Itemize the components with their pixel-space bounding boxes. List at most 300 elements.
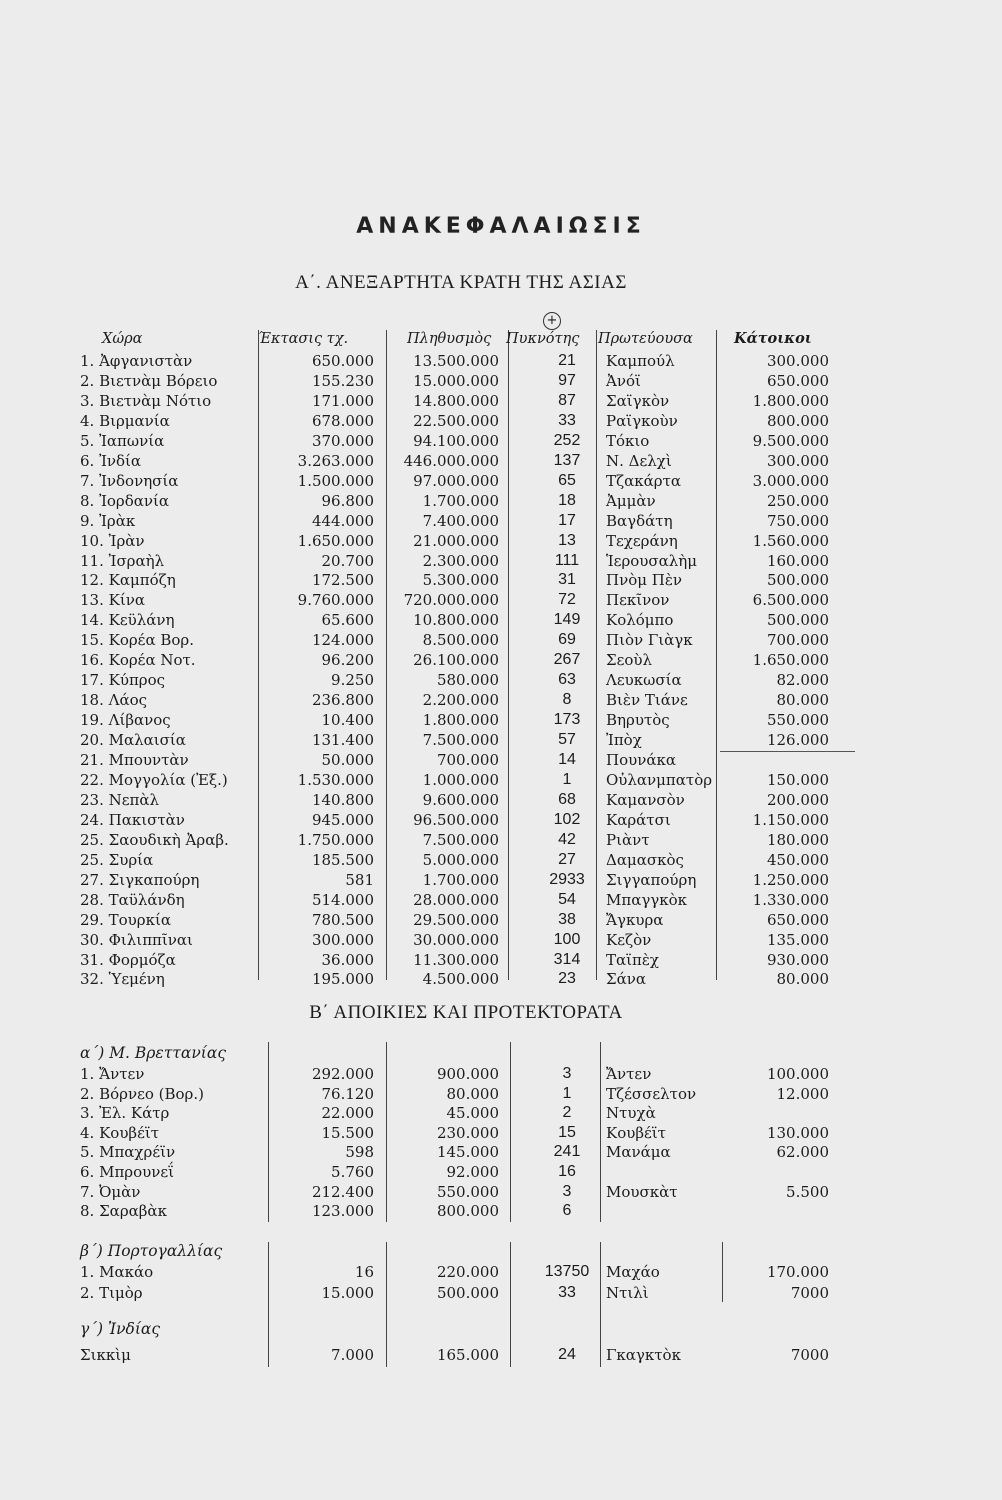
table-row — [0, 770, 1002, 790]
country-cell: 17. Κύπρος — [80, 671, 166, 690]
density-cell: 38 — [558, 910, 576, 928]
country-cell: 7. Ἰνδονησία — [80, 471, 179, 490]
area-cell: 22.000 — [321, 1104, 374, 1123]
inhabitants-cell: 500.000 — [766, 571, 829, 590]
country-cell: 22. Μογγολία (Ἐξ.) — [80, 770, 228, 789]
capital-cell: Σαϊγκὸν — [606, 391, 670, 410]
density-cell: 17 — [558, 511, 576, 529]
country-cell: Σικκὶμ — [80, 1346, 131, 1364]
area-cell: 945.000 — [311, 810, 374, 829]
density-cell: 111 — [554, 551, 580, 569]
inhabitants-cell: 126.000 — [766, 731, 829, 750]
table-row — [0, 511, 1002, 531]
inhabitants-cell: 5.500 — [786, 1182, 829, 1201]
area-cell: 300.000 — [311, 930, 374, 949]
area-cell: 514.000 — [311, 890, 374, 909]
inhabitants-cell: 800.000 — [766, 411, 829, 430]
capital-cell: Ριὰντ — [606, 830, 650, 849]
country-cell: 8. Ἰορδανία — [80, 491, 170, 510]
country-cell: 23. Νεπὰλ — [80, 790, 160, 809]
density-cell: 314 — [553, 950, 581, 968]
population-cell: 1.700.000 — [422, 870, 499, 889]
inhabitants-cell: 160.000 — [766, 551, 829, 570]
capital-cell: Καμπούλ — [606, 352, 675, 370]
density-cell: 6 — [562, 1202, 572, 1220]
population-cell: 11.300.000 — [413, 950, 499, 969]
capital-cell: Σεοὺλ — [606, 651, 653, 670]
inhabitants-cell: 1.800.000 — [752, 391, 829, 410]
area-cell: 9.760.000 — [297, 591, 374, 610]
density-cell: 1 — [562, 1084, 572, 1102]
table-row — [0, 551, 1002, 571]
capital-cell: Τζέσσελτον — [606, 1084, 697, 1103]
table-row — [0, 969, 1002, 989]
density-cell: 27 — [558, 850, 576, 868]
inhabitants-cell: 100.000 — [766, 1065, 829, 1083]
capital-cell: Καράτσι — [606, 810, 671, 829]
country-cell: 16. Κορέα Νοτ. — [80, 651, 196, 670]
inhabitants-cell: 500.000 — [766, 611, 829, 630]
density-cell: 63 — [558, 671, 576, 689]
population-cell: 22.500.000 — [413, 411, 499, 430]
inhabitants-cell: 200.000 — [766, 790, 829, 809]
table-row — [0, 590, 1002, 610]
capital-cell: Μανάμα — [606, 1143, 671, 1162]
table-row — [0, 431, 1002, 451]
population-cell: 10.800.000 — [413, 611, 499, 630]
inhabitants-cell: 700.000 — [766, 631, 829, 650]
header-capital: Πρωτεύουσα — [598, 331, 693, 347]
area-cell: 20.700 — [321, 551, 374, 570]
population-cell: 45.000 — [446, 1104, 499, 1123]
density-cell: 33 — [558, 1284, 576, 1301]
country-cell: 4. Κουβέϊτ — [80, 1123, 160, 1142]
table-row — [0, 670, 1002, 690]
area-cell: 650.000 — [311, 352, 374, 370]
inhabitants-cell: 550.000 — [766, 711, 829, 730]
population-cell: 8.500.000 — [422, 631, 499, 650]
country-cell: 2. Βιετνὰμ Βόρειο — [80, 371, 218, 390]
table-row — [0, 630, 1002, 650]
table-row — [0, 610, 1002, 630]
country-cell: 4. Βιρμανία — [80, 411, 170, 430]
capital-cell: Μαχάο — [606, 1263, 660, 1281]
population-cell: 97.000.000 — [413, 471, 499, 490]
table-row — [0, 1123, 1002, 1143]
inhabitants-cell: 450.000 — [766, 850, 829, 869]
section-a-title: Α΄. ΑΝΕΞΑΡΤΗΤΑ ΚΡΑΤΗ ΤΗΣ ΑΣΙΑΣ — [295, 272, 627, 293]
population-cell: 1.000.000 — [422, 770, 499, 789]
area-cell: 123.000 — [311, 1202, 374, 1221]
density-cell: 1 — [562, 770, 572, 788]
area-cell: 140.800 — [311, 790, 374, 809]
density-cell: 241 — [553, 1143, 581, 1161]
capital-cell: Τζακάρτα — [606, 471, 682, 490]
country-cell: 1. Μακάο — [80, 1263, 154, 1281]
country-cell: 3. Ἐλ. Κάτρ — [80, 1104, 170, 1123]
inhabitants-cell: 150.000 — [766, 770, 829, 789]
country-cell: 18. Λάος — [80, 691, 148, 710]
capital-cell: Ν. Δελχὶ — [606, 451, 672, 470]
density-cell: 23 — [558, 970, 576, 988]
density-cell: 13 — [558, 531, 576, 549]
capital-cell: Τεχεράνη — [606, 531, 678, 550]
inhabitants-cell: 300.000 — [766, 352, 829, 370]
country-cell: 29. Τουρκία — [80, 910, 171, 929]
area-cell: 370.000 — [311, 431, 374, 450]
inhabitants-cell: 650.000 — [766, 371, 829, 390]
area-cell: 124.000 — [311, 631, 374, 650]
inhabitants-cell: 80.000 — [776, 970, 829, 989]
area-cell: 7.000 — [331, 1346, 374, 1364]
capital-cell: Ταϊπὲχ — [606, 950, 660, 969]
capital-cell: Βηρυτὸς — [606, 711, 670, 730]
area-cell: 16 — [354, 1263, 374, 1281]
density-cell: 87 — [558, 391, 576, 409]
country-cell: 7. Ὀμὰν — [80, 1182, 141, 1201]
table-row — [0, 1262, 1002, 1282]
country-cell: 12. Καμπόζη — [80, 571, 176, 590]
section-b-title: Β΄ ΑΠΟΙΚΙΕΣ ΚΑΙ ΠΡΟΤΕΚΤΟΡΑΤΑ — [309, 1002, 623, 1023]
table-row — [0, 910, 1002, 930]
table-row — [0, 371, 1002, 391]
density-cell: 137 — [553, 451, 581, 469]
inhabitants-cell: 1.250.000 — [752, 870, 829, 889]
population-cell: 7.400.000 — [422, 511, 499, 530]
population-cell: 15.000.000 — [413, 371, 499, 390]
capital-cell: Πουνάκα — [606, 751, 676, 769]
table-row — [0, 391, 1002, 411]
country-cell: 2. Τιμὸρ — [80, 1284, 143, 1302]
table-row — [0, 1182, 1002, 1202]
density-cell: 21 — [558, 352, 576, 369]
area-cell: 236.800 — [311, 691, 374, 710]
density-cell: 149 — [553, 611, 581, 629]
population-cell: 720.000.000 — [403, 591, 499, 610]
area-cell: 131.400 — [311, 731, 374, 750]
capital-cell: Γκαγκτὸκ — [606, 1346, 681, 1364]
density-cell: 8 — [562, 691, 572, 709]
inhabitants-cell: 135.000 — [766, 930, 829, 949]
group-label-text: γ΄) Ἰνδίας — [80, 1320, 161, 1338]
inhabitants-cell: 300.000 — [766, 451, 829, 470]
capital-cell: Βαγδάτη — [606, 511, 673, 530]
area-cell: 15.000 — [321, 1284, 374, 1302]
header-density: Πυκνότης — [506, 331, 580, 347]
area-cell: 678.000 — [311, 411, 374, 430]
table-row — [0, 1201, 1002, 1221]
area-cell: 1.650.000 — [297, 531, 374, 550]
table-row — [0, 1103, 1002, 1123]
area-cell: 1.750.000 — [297, 830, 374, 849]
population-cell: 92.000 — [446, 1163, 499, 1181]
capital-cell: Κεζὸν — [606, 930, 652, 949]
density-cell: 68 — [558, 790, 576, 808]
inhabitants-cell: 82.000 — [776, 671, 829, 690]
country-cell: 6. Ἰνδία — [80, 451, 142, 470]
area-cell: 76.120 — [321, 1084, 374, 1103]
area-cell: 50.000 — [321, 751, 374, 769]
inhabitants-cell: 1.650.000 — [752, 651, 829, 670]
inhabitants-cell: 170.000 — [766, 1263, 829, 1281]
country-cell: 8. Σαραβὰκ — [80, 1202, 167, 1221]
table-row — [0, 830, 1002, 850]
capital-cell: Πεκῖνον — [606, 591, 670, 610]
area-cell: 212.400 — [311, 1182, 374, 1201]
capital-cell: Μπαγγκὸκ — [606, 890, 688, 909]
table-row — [0, 650, 1002, 670]
area-cell: 96.200 — [321, 651, 374, 670]
country-cell: 10. Ἰρὰν — [80, 531, 145, 550]
inhabitants-cell: 250.000 — [766, 491, 829, 510]
table-row — [0, 850, 1002, 870]
area-cell: 1.530.000 — [297, 770, 374, 789]
group-label-text: β΄) Πορτογαλλίας — [80, 1242, 223, 1260]
capital-cell: Μουσκὰτ — [606, 1182, 678, 1201]
density-cell: 3 — [562, 1065, 572, 1082]
area-cell: 5.760 — [331, 1163, 374, 1181]
country-cell: 5. Μπαχρέϊν — [80, 1143, 176, 1162]
capital-cell: Ντιλὶ — [606, 1284, 649, 1302]
country-cell: 5. Ἰαπωνία — [80, 431, 165, 450]
country-cell: 3. Βιετνὰμ Νότιο — [80, 391, 212, 410]
population-cell: 800.000 — [436, 1202, 499, 1221]
country-cell: 20. Μαλαισία — [80, 731, 186, 750]
table-row — [0, 810, 1002, 830]
country-cell: 2. Βόρνεο (Βορ.) — [80, 1084, 204, 1103]
population-cell: 220.000 — [436, 1263, 499, 1281]
area-cell: 9.250 — [331, 671, 374, 690]
population-cell: 580.000 — [436, 671, 499, 690]
capital-cell: Καμανσὸν — [606, 790, 685, 809]
table-row — [0, 411, 1002, 431]
capital-cell: Δαμασκὸς — [606, 850, 684, 869]
capital-cell: Ἱερουσαλὴμ — [606, 551, 698, 570]
table-row — [0, 710, 1002, 730]
population-cell: 1.700.000 — [422, 491, 499, 510]
capital-cell: Ἄγκυρα — [606, 910, 664, 929]
area-cell: 36.000 — [321, 950, 374, 969]
population-cell: 5.000.000 — [422, 850, 499, 869]
country-cell: 28. Ταϋλάνδη — [80, 890, 185, 909]
density-cell: 54 — [558, 890, 576, 908]
density-cell: 65 — [558, 471, 576, 489]
area-cell: 171.000 — [311, 391, 374, 410]
country-cell: 25. Σαουδικὴ Ἀραβ. — [80, 830, 229, 849]
capital-cell: Οὐλανμπατὸρ — [606, 770, 713, 789]
capital-cell: Ἀνόϊ — [606, 371, 641, 390]
population-cell: 230.000 — [436, 1123, 499, 1142]
inhabitants-cell: 1.330.000 — [752, 890, 829, 909]
density-cell: 267 — [553, 651, 581, 669]
country-cell: 11. Ἰσραὴλ — [80, 551, 165, 570]
capital-cell: Πνὸμ Πὲν — [606, 571, 682, 590]
population-cell: 14.800.000 — [413, 391, 499, 410]
capital-cell: Ραϊγκοὺν — [606, 411, 678, 430]
page-title: ΑΝΑΚΕΦΑΛΑΙΩΣΙΣ — [356, 214, 646, 239]
library-stamp: + — [543, 312, 561, 330]
inhabitants-cell: 930.000 — [766, 950, 829, 969]
country-cell: 27. Σιγκαπούρη — [80, 870, 200, 889]
country-cell: 19. Λίβανος — [80, 711, 171, 730]
group-label — [0, 1319, 1002, 1339]
table-header — [0, 329, 1002, 349]
population-cell: 2.300.000 — [422, 551, 499, 570]
population-cell: 500.000 — [436, 1284, 499, 1302]
country-cell: 30. Φιλιππῖναι — [80, 930, 193, 949]
density-cell: 16 — [558, 1163, 576, 1180]
group-label — [0, 1241, 1002, 1261]
inhabitants-cell: 650.000 — [766, 910, 829, 929]
table-row — [0, 930, 1002, 950]
capital-cell: Πιὸν Γιὰγκ — [606, 631, 693, 650]
density-cell: 18 — [558, 491, 576, 509]
table-row — [0, 890, 1002, 910]
table-row — [0, 750, 1002, 770]
capital-cell: Ντυχὰ — [606, 1104, 656, 1123]
area-cell: 598 — [345, 1143, 374, 1162]
population-cell: 96.500.000 — [413, 810, 499, 829]
group-label — [0, 1043, 1002, 1063]
table-row — [0, 351, 1002, 371]
inhabitants-cell: 80.000 — [776, 691, 829, 710]
population-cell: 29.500.000 — [413, 910, 499, 929]
density-cell: 2 — [562, 1104, 572, 1122]
population-cell: 9.600.000 — [422, 790, 499, 809]
table-row — [0, 730, 1002, 750]
table-row — [0, 491, 1002, 511]
density-cell: 57 — [558, 731, 576, 749]
table-row — [0, 1064, 1002, 1084]
population-cell: 2.200.000 — [422, 691, 499, 710]
density-cell: 173 — [553, 711, 581, 729]
country-cell: 24. Πακιστὰν — [80, 810, 185, 829]
population-cell: 30.000.000 — [413, 930, 499, 949]
table-row — [0, 1142, 1002, 1162]
population-cell: 28.000.000 — [413, 890, 499, 909]
density-cell: 3 — [562, 1182, 572, 1200]
hand-drawn-line — [720, 751, 855, 752]
population-cell: 165.000 — [436, 1346, 499, 1364]
density-cell: 15 — [558, 1123, 576, 1141]
table-row — [0, 1162, 1002, 1182]
population-cell: 145.000 — [436, 1143, 499, 1162]
density-cell: 13750 — [544, 1263, 590, 1280]
capital-cell: Ἀμμὰν — [606, 491, 656, 510]
density-cell: 33 — [558, 411, 576, 429]
capital-cell: Τόκιο — [606, 431, 650, 450]
area-cell: 155.230 — [311, 371, 374, 390]
group-label-text: α΄) Μ. Βρεττανίας — [80, 1044, 227, 1062]
table-row — [0, 471, 1002, 491]
table-row — [0, 531, 1002, 551]
population-cell: 13.500.000 — [413, 352, 499, 370]
population-cell: 94.100.000 — [413, 431, 499, 450]
area-cell: 96.800 — [321, 491, 374, 510]
area-cell: 195.000 — [311, 970, 374, 989]
area-cell: 10.400 — [321, 711, 374, 730]
area-cell: 172.500 — [311, 571, 374, 590]
population-cell: 7.500.000 — [422, 731, 499, 750]
country-cell: 21. Μπουντὰν — [80, 751, 189, 769]
table-row — [0, 451, 1002, 471]
inhabitants-cell: 9.500.000 — [752, 431, 829, 450]
density-cell: 72 — [558, 591, 576, 609]
table-row — [0, 570, 1002, 590]
table-row — [0, 950, 1002, 970]
population-cell: 21.000.000 — [413, 531, 499, 550]
density-cell: 69 — [558, 631, 576, 649]
inhabitants-cell: 62.000 — [776, 1143, 829, 1162]
header-population: Πληθυσμὸς — [407, 331, 492, 347]
area-cell: 581 — [345, 870, 374, 889]
density-cell: 102 — [553, 810, 581, 828]
population-cell: 26.100.000 — [413, 651, 499, 670]
capital-cell: Κολόμπο — [606, 611, 674, 630]
table-row — [0, 1084, 1002, 1104]
inhabitants-cell: 7000 — [790, 1284, 829, 1302]
inhabitants-cell: 12.000 — [776, 1084, 829, 1103]
inhabitants-cell: 1.560.000 — [752, 531, 829, 550]
inhabitants-cell: 6.500.000 — [752, 591, 829, 610]
density-cell: 2933 — [549, 870, 585, 888]
country-cell: 9. Ἰρὰκ — [80, 511, 136, 530]
area-cell: 15.500 — [321, 1123, 374, 1142]
inhabitants-cell: 750.000 — [766, 511, 829, 530]
capital-cell: Σάνα — [606, 970, 646, 989]
density-cell: 24 — [558, 1346, 576, 1363]
area-cell: 3.263.000 — [297, 451, 374, 470]
inhabitants-cell: 3.000.000 — [752, 471, 829, 490]
area-cell: 444.000 — [311, 511, 374, 530]
population-cell: 900.000 — [436, 1065, 499, 1083]
area-cell: 1.500.000 — [297, 471, 374, 490]
inhabitants-cell: 7000 — [790, 1346, 829, 1364]
density-cell: 100 — [553, 930, 581, 948]
country-cell: 13. Κίνα — [80, 591, 145, 610]
table-row — [0, 690, 1002, 710]
country-cell: 1. Ἄντεν — [80, 1065, 145, 1083]
population-cell: 80.000 — [446, 1084, 499, 1103]
capital-cell: Ἄντεν — [606, 1065, 652, 1083]
country-cell: 6. Μπρουνεΐ — [80, 1163, 175, 1181]
header-country: Χώρα — [102, 331, 143, 347]
density-cell: 97 — [558, 371, 576, 389]
country-cell: 14. Κεϋλάνη — [80, 611, 175, 630]
area-cell: 292.000 — [311, 1065, 374, 1083]
density-cell: 42 — [558, 830, 576, 848]
country-cell: 25. Συρία — [80, 850, 154, 869]
country-cell: 1. Ἀφγανιστὰν — [80, 352, 193, 370]
capital-cell: Βιὲν Τιάνε — [606, 691, 688, 710]
population-cell: 550.000 — [436, 1182, 499, 1201]
capital-cell: Σιγγαπούρη — [606, 870, 697, 889]
population-cell: 700.000 — [436, 751, 499, 769]
inhabitants-cell: 130.000 — [766, 1123, 829, 1142]
population-cell: 4.500.000 — [422, 970, 499, 989]
area-cell: 780.500 — [311, 910, 374, 929]
population-cell: 1.800.000 — [422, 711, 499, 730]
population-cell: 5.300.000 — [422, 571, 499, 590]
population-cell: 446.000.000 — [403, 451, 499, 470]
inhabitants-cell: 1.150.000 — [752, 810, 829, 829]
header-inhabitants: Κάτοικοι — [734, 330, 812, 347]
capital-cell: Ἰπὸχ — [606, 731, 642, 750]
table-row — [0, 1345, 1002, 1365]
header-area: Έκτασις τχ. — [258, 331, 349, 347]
density-cell: 14 — [558, 751, 576, 768]
population-cell: 7.500.000 — [422, 830, 499, 849]
